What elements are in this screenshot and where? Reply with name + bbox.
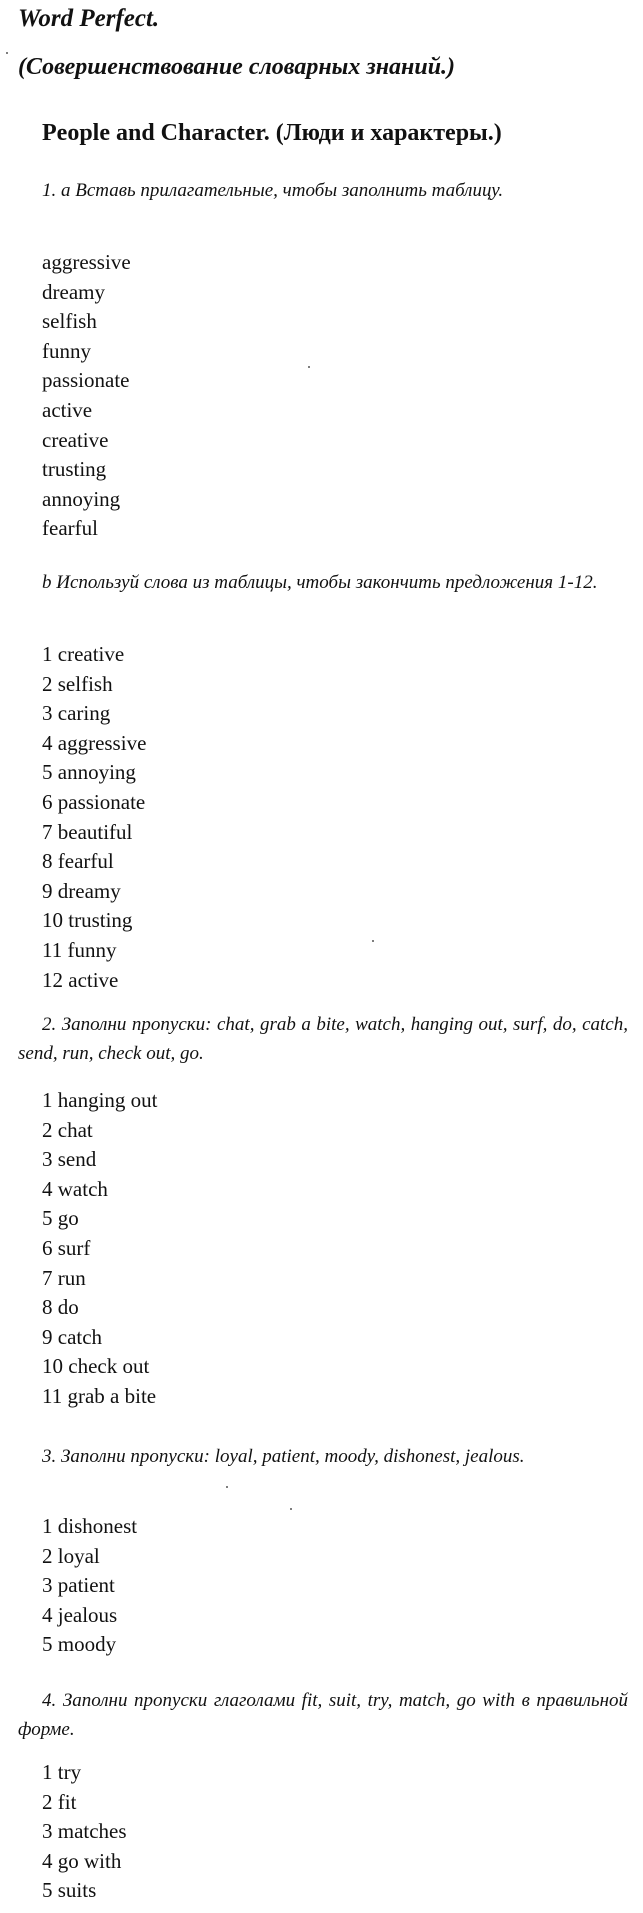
list-item: 12 active: [42, 967, 119, 992]
scan-speck: [6, 52, 8, 54]
exercise-4-list: [42, 1758, 127, 1906]
page-title: Word Perfect.: [18, 5, 160, 32]
list-item: 11 grab a bite: [42, 1383, 157, 1408]
list-item: 2 fit: [42, 1789, 77, 1814]
list-item: 2 chat: [42, 1117, 93, 1142]
list-item: 5 go: [42, 1206, 79, 1231]
list-item: 1 try: [42, 1760, 82, 1784]
scan-speck: [372, 940, 374, 942]
list-item: 10 trusting: [42, 908, 133, 933]
list-item: trusting: [42, 457, 107, 482]
list-item: 2 loyal: [42, 1543, 100, 1568]
list-item: 5 annoying: [42, 760, 136, 785]
exercise-1a-instruction: 1. a Вставь прилагательные, чтобы заполнить таблицу.: [42, 180, 504, 201]
list-item: 1 creative: [42, 642, 125, 666]
exercise-1b-list: [42, 640, 146, 995]
list-item: 5 suits: [42, 1878, 97, 1903]
list-item: 4 aggressive: [42, 730, 147, 755]
list-item: 3 matches: [42, 1819, 127, 1844]
scan-speck: [226, 1486, 228, 1488]
list-item: 3 caring: [42, 701, 111, 726]
list-item: 10 check out: [42, 1354, 150, 1379]
list-item: 1 dishonest: [42, 1514, 138, 1538]
list-item: 4 go with: [42, 1848, 122, 1873]
list-item: 6 surf: [42, 1235, 91, 1260]
list-item: creative: [42, 427, 109, 452]
list-item: 7 run: [42, 1265, 86, 1290]
list-item: 1 hanging out: [42, 1088, 158, 1112]
exercise-2-instruction: 2. Заполни пропуски: chat, grab a bite, watch, hanging out, surf, do, catch, send, run, check out, go.: [18, 1014, 628, 1064]
list-item: passionate: [42, 368, 130, 393]
exercise-1b-instruction: b Используй слова из таблицы, чтобы закончить предложения 1-12.: [42, 572, 598, 593]
exercise-3-instruction: 3. Заполни пропуски: loyal, patient, moody, dishonest, jealous.: [42, 1446, 525, 1467]
scan-speck: [290, 1508, 292, 1510]
list-item: 7 beautiful: [42, 819, 133, 844]
list-item: 2 selfish: [42, 671, 113, 696]
section-heading: People and Character. (Люди и характеры.): [42, 120, 502, 146]
list-item: 9 dreamy: [42, 878, 121, 903]
list-item: 6 passionate: [42, 789, 146, 814]
list-item: 8 do: [42, 1295, 79, 1320]
list-item: 3 send: [42, 1147, 97, 1172]
list-item: fearful: [42, 516, 98, 541]
list-item: selfish: [42, 309, 97, 334]
list-item: dreamy: [42, 279, 105, 304]
exercise-2-list: [42, 1086, 158, 1412]
list-item: 11 funny: [42, 937, 117, 962]
list-item: 9 catch: [42, 1324, 103, 1349]
list-item: annoying: [42, 486, 121, 511]
list-item: aggressive: [42, 250, 131, 274]
list-item: active: [42, 397, 93, 422]
list-item: funny: [42, 338, 91, 363]
exercise-3-list: [42, 1512, 137, 1660]
exercise-1a-list: [42, 248, 131, 544]
list-item: 8 fearful: [42, 849, 114, 874]
list-item: 4 watch: [42, 1176, 108, 1201]
scan-speck: [308, 366, 310, 368]
list-item: 4 jealous: [42, 1602, 118, 1627]
exercise-4-instruction: 4. Заполни пропуски глаголами fit, suit, try, match, go with в правильной форме.: [18, 1690, 628, 1740]
page-subtitle: (Совершенствование словарных знаний.): [18, 54, 456, 80]
list-item: 3 patient: [42, 1573, 115, 1598]
list-item: 5 moody: [42, 1632, 117, 1657]
